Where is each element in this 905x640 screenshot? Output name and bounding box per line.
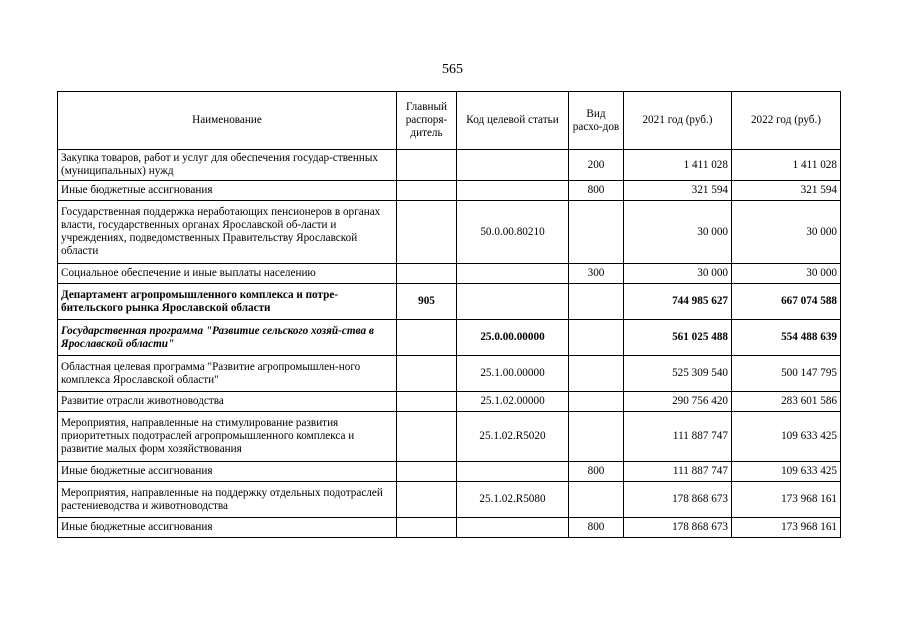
header-name: Наименование [58, 92, 397, 150]
cell-code: 25.1.02.00000 [457, 392, 569, 412]
cell-type [569, 320, 624, 356]
cell-code [457, 284, 569, 320]
cell-name: Государственная программа "Развитие сельского хозяй-ства в Ярославской области" [58, 320, 397, 356]
cell-type: 800 [569, 518, 624, 538]
cell-2022: 173 968 161 [732, 482, 841, 518]
cell-code: 25.0.00.00000 [457, 320, 569, 356]
table-row [58, 181, 841, 201]
page-number: 565 [442, 62, 463, 77]
table-row [58, 462, 841, 482]
header-type: Вид расхо-дов [569, 92, 624, 150]
table-row [58, 412, 841, 462]
cell-type: 300 [569, 264, 624, 284]
cell-2022: 500 147 795 [732, 356, 841, 392]
cell-admin: 905 [397, 284, 457, 320]
cell-name: Закупка товаров, работ и услуг для обеспечения государ-ственных (муниципальных) нужд [58, 150, 397, 181]
cell-2022: 321 594 [732, 181, 841, 201]
cell-type [569, 482, 624, 518]
cell-name: Государственная поддержка неработающих пенсионеров в органах власти, государственных органах Ярославской об-ласти и учреждениях, подведомственных Правительству Ярославской области [58, 201, 397, 264]
cell-type: 200 [569, 150, 624, 181]
cell-admin [397, 320, 457, 356]
cell-admin [397, 392, 457, 412]
cell-admin [397, 518, 457, 538]
table-row [58, 356, 841, 392]
cell-2021: 525 309 540 [624, 356, 732, 392]
cell-2021: 561 025 488 [624, 320, 732, 356]
cell-type [569, 201, 624, 264]
cell-2022: 109 633 425 [732, 462, 841, 482]
cell-type [569, 412, 624, 462]
table-row [58, 150, 841, 181]
table-row [58, 518, 841, 538]
cell-code [457, 518, 569, 538]
cell-2021: 321 594 [624, 181, 732, 201]
cell-2022: 283 601 586 [732, 392, 841, 412]
cell-admin [397, 264, 457, 284]
cell-name: Департамент агропромышленного комплекса и потре-бительского рынка Ярославской области [58, 284, 397, 320]
table-row [58, 320, 841, 356]
header-2022: 2022 год (руб.) [732, 92, 841, 150]
cell-name: Иные бюджетные ассигнования [58, 518, 397, 538]
cell-name: Мероприятия, направленные на поддержку отдельных подотраслей растениеводства и животноводства [58, 482, 397, 518]
cell-name: Областная целевая программа "Развитие агропромышлен-ного комплекса Ярославской области" [58, 356, 397, 392]
cell-2022: 30 000 [732, 264, 841, 284]
table-header-row [58, 92, 841, 150]
cell-2022: 1 411 028 [732, 150, 841, 181]
cell-2021: 290 756 420 [624, 392, 732, 412]
cell-2021: 30 000 [624, 201, 732, 264]
cell-code [457, 150, 569, 181]
cell-2021: 1 411 028 [624, 150, 732, 181]
cell-code [457, 181, 569, 201]
table-row [58, 482, 841, 518]
table-row [58, 392, 841, 412]
cell-type: 800 [569, 181, 624, 201]
cell-admin [397, 201, 457, 264]
cell-name: Иные бюджетные ассигнования [58, 462, 397, 482]
cell-name: Иные бюджетные ассигнования [58, 181, 397, 201]
cell-2021: 111 887 747 [624, 462, 732, 482]
header-2021: 2021 год (руб.) [624, 92, 732, 150]
cell-code: 25.1.02.R5020 [457, 412, 569, 462]
cell-name: Мероприятия, направленные на стимулирование развития приоритетных подотраслей агропромышленного комплекса и развитие малых форм хозяйствования [58, 412, 397, 462]
table-body [58, 150, 841, 538]
cell-2021: 178 868 673 [624, 482, 732, 518]
cell-name: Развитие отрасли животноводства [58, 392, 397, 412]
cell-admin [397, 150, 457, 181]
cell-code [457, 462, 569, 482]
cell-admin [397, 412, 457, 462]
cell-2021: 111 887 747 [624, 412, 732, 462]
cell-2022: 30 000 [732, 201, 841, 264]
cell-code: 25.1.02.R5080 [457, 482, 569, 518]
cell-2021: 744 985 627 [624, 284, 732, 320]
cell-code: 25.1.00.00000 [457, 356, 569, 392]
cell-2022: 667 074 588 [732, 284, 841, 320]
cell-2021: 30 000 [624, 264, 732, 284]
cell-admin [397, 462, 457, 482]
cell-admin [397, 181, 457, 201]
header-code: Код целевой статьи [457, 92, 569, 150]
cell-2022: 554 488 639 [732, 320, 841, 356]
cell-code: 50.0.00.80210 [457, 201, 569, 264]
table-row [58, 264, 841, 284]
budget-table [57, 91, 841, 538]
cell-name: Социальное обеспечение и иные выплаты населению [58, 264, 397, 284]
cell-admin [397, 356, 457, 392]
table-row [58, 284, 841, 320]
cell-type [569, 284, 624, 320]
cell-2022: 173 968 161 [732, 518, 841, 538]
cell-admin [397, 482, 457, 518]
cell-type [569, 356, 624, 392]
cell-code [457, 264, 569, 284]
cell-type [569, 392, 624, 412]
cell-type: 800 [569, 462, 624, 482]
table-row [58, 201, 841, 264]
header-admin: Главный распоря-дитель [397, 92, 457, 150]
cell-2021: 178 868 673 [624, 518, 732, 538]
cell-2022: 109 633 425 [732, 412, 841, 462]
